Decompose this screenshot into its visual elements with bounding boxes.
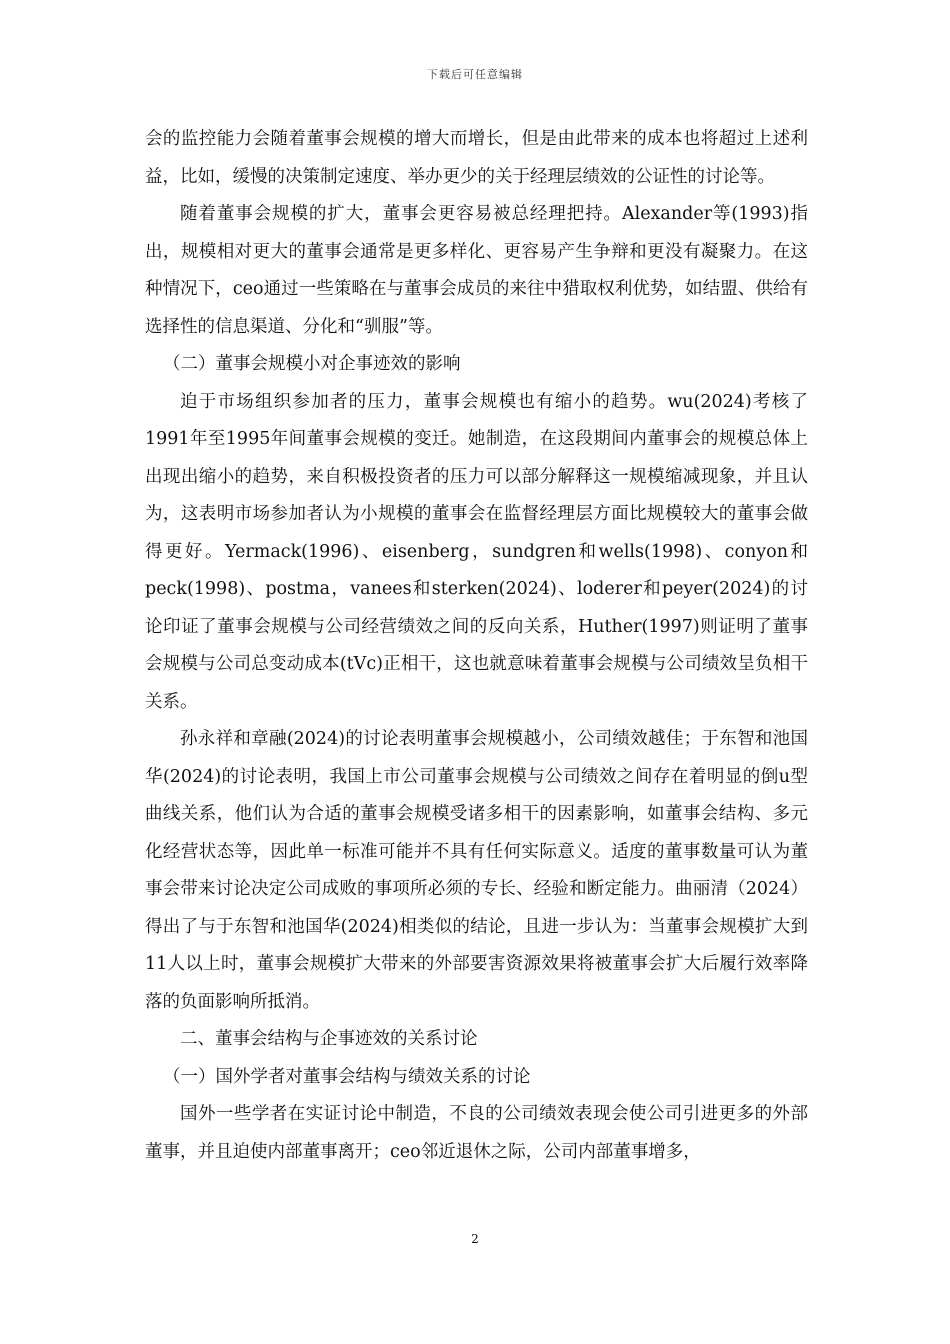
section-heading-small-board: （二）董事会规模小对企事迹效的影响 [163,354,461,374]
section-heading-board-structure: 二、董事会结构与企事迹效的关系讨论 [180,1029,478,1049]
paragraph-continuation: 会的监控能力会随着董事会规模的增大而增长，但是由此带来的成本也将超过上述利益，比如，缓慢的决策制定速度、举办更少的关于经理层绩效的公证性的讨论等。 [145,129,808,187]
document-body [145,121,808,1171]
paragraph-foreign-research: 国外一些学者在实证讨论中制造，不良的公司绩效表现会使公司引进更多的外部董事，并且迫使内部董事离开；ceo邻近退休之际，公司内部董事增多， [145,1104,808,1162]
section-heading-foreign-research: （一）国外学者对董事会结构与绩效关系的讨论 [163,1066,531,1087]
page-number: 2 [471,1232,479,1246]
paragraph-market-pressure: 迫于市场组织参加者的压力，董事会规模也有缩小的趋势。wu(2024)考核了1991年至1995年间董事会规模的变迁。她制造，在这段期间内董事会的规模总体上出现出缩小的趋势，来自积极投资者的压力可以部分解释这一规模缩减现象，并且认为，这表明市场参加者认为小规模的董事会在监督经理层方面比规模较大的董事会做得更好。Yermack(1996)、eisenberg，sundgren和wells(1998)、conyon和peck(1998)、postma，vanees和sterken(2024)、loderer和peyer(2024)的讨论印证了董事会规模与公司经营绩效之间的反向关系，Huther(1997)则证明了董事会规模与公司总变动成本(tVc)正相干，这也就意味着董事会规模与公司绩效呈负相干关系。 [145,391,808,712]
paragraph-board-control: 随着董事会规模的扩大，董事会更容易被总经理把持。Alexander等(1993)指出，规模相对更大的董事会通常是更多样化、更容易产生争辩和更没有凝聚力。在这种情况下，ceo通过一些策略在与董事会成员的来往中猎取权利优势，如结盟、供给有选择性的信息渠道、分化和“驯服”等。 [145,204,808,337]
paragraph-domestic-research: 孙永祥和章融(2024)的讨论表明董事会规模越小，公司绩效越佳；于东智和池国华(2024)的讨论表明，我国上市公司董事会规模与公司绩效之间存在着明显的倒u型曲线关系，他们认为合适的董事会规模受诸多相干的因素影响，如董事会结构、多元化经营状态等，因此单一标准可能并不具有任何实际意义。适度的董事数量可认为董事会带来讨论决定公司成败的事项所必须的专长、经验和断定能力。曲丽清（2024）得出了与于东智和池国华(2024)相类似的结论，且进一步认为：当董事会规模扩大到11人以上时，董事会规模扩大带来的外部要害资源效果将被董事会扩大后履行效率降落的负面影响所抵消。 [145,729,808,1012]
header-note: 下载后可任意编辑 [427,68,523,81]
